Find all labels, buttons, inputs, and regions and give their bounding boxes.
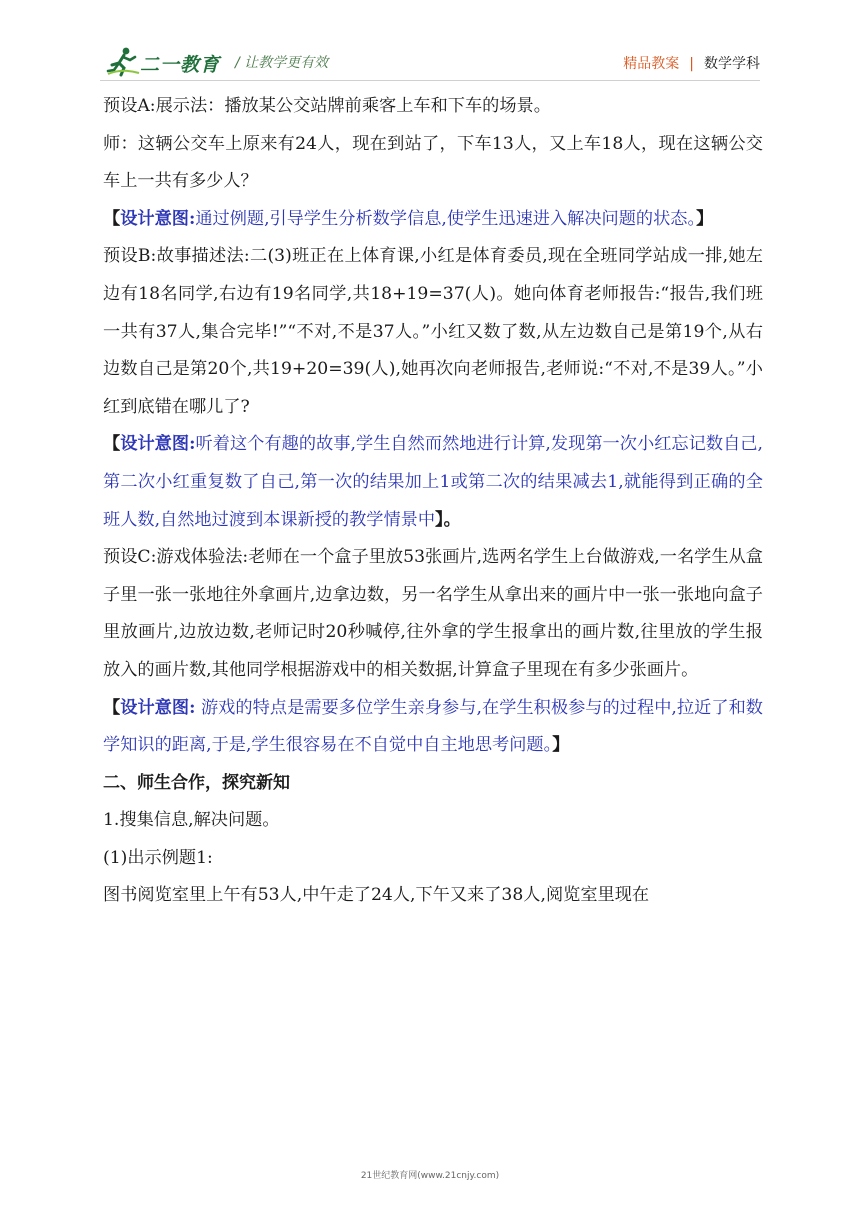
bracket-open: 【 bbox=[103, 434, 121, 455]
header-divider bbox=[100, 80, 760, 81]
paragraph-preset-a: 预设A:展示法：播放某公交站牌前乘客上车和下车的场景。 bbox=[103, 96, 551, 116]
intent-label: 设计意图: bbox=[120, 208, 196, 229]
bracket-close: 】 bbox=[696, 208, 714, 229]
paragraph-example-text: 图书阅览室里上午有53人,中午走了24人,下午又来了38人,阅览室里现在 bbox=[103, 885, 650, 906]
intent-text: 听着这个有趣的故事,学生自然而然地进行计算,发现第一次小红忘记数自己,第二次小红重复数了自己,第一次的结果加上1或第二次的结果减去1,就能得到正确的全班人数,自然地过渡到本课新授的教学情景中 bbox=[103, 434, 763, 530]
logo-text: 二一教育 bbox=[140, 54, 221, 76]
paragraph-step-1: 1.搜集信息,解决问题。 bbox=[103, 810, 280, 831]
header-tag: 精品教案 bbox=[623, 56, 680, 72]
paragraph-example-1: (1)出示例题1: bbox=[103, 847, 213, 868]
brand-logo[interactable] bbox=[106, 46, 224, 80]
design-intent-2 bbox=[103, 426, 763, 539]
intent-text: 游戏的特点是需要多位学生亲身参与,在学生积极参与的过程中,拉近了和数学知识的距离,于是,学生很容易在不自觉中自主地思考问题。 bbox=[103, 697, 763, 756]
document-body bbox=[103, 88, 763, 915]
intent-label: 设计意图: bbox=[120, 434, 196, 455]
section-heading: 二、师生合作，探究新知 bbox=[103, 772, 290, 793]
page-header bbox=[0, 0, 860, 90]
header-right bbox=[623, 53, 760, 73]
bracket-close: 】。 bbox=[435, 509, 461, 530]
paragraph-preset-b: 预设B:故事描述法:二(3)班正在上体育课,小红是体育委员,现在全班同学站成一排,她左边有18名同学,右边有19名同学,共18+19=37(人)。她向体育老师报告:“报告,我们班一共有37人,集合完毕!”“不对,不是37人。”小红又数了数,从左边数自己是第19个,从右边数自己是第20个,共19+20=39(人),她再次向老师报告,老师说:“不对,不是39人。”小红到底错在哪儿了? bbox=[103, 246, 763, 417]
bracket-close: 】 bbox=[552, 735, 570, 756]
intent-label: 设计意图: bbox=[120, 697, 196, 718]
design-intent-1 bbox=[103, 201, 763, 239]
header-subject: 数学学科 bbox=[704, 56, 760, 72]
header-separator: | bbox=[689, 56, 694, 72]
paragraph-teacher-question: 师：这辆公交车上原来有24人，现在到站了，下车13人，又上车18人，现在这辆公交车上一共有多少人？ bbox=[103, 133, 763, 192]
page-footer: 21世纪教育网(www.21cnjy.com) bbox=[360, 1171, 500, 1181]
running-figure-icon bbox=[106, 46, 140, 78]
paragraph-preset-c: 预设C:游戏体验法:老师在一个盒子里放53张画片,选两名学生上台做游戏,一名学生从盒子里一张一张地往外拿画片,边拿边数，另一名学生从拿出来的画片中一张一张地向盒子里放画片,边放边数,老师记时20秒喊停,往外拿的学生报拿出的画片数,往里放的学生报放入的画片数,其他同学根据游戏中的相关数据,计算盒子里现在有多少张画片。 bbox=[103, 547, 763, 680]
design-intent-3 bbox=[103, 690, 763, 765]
bracket-open: 【 bbox=[103, 208, 121, 229]
intent-text: 通过例题,引导学生分析数学信息,使学生迅速进入解决问题的状态。 bbox=[195, 208, 697, 229]
header-slogan: / 让教学更有效 bbox=[235, 55, 329, 71]
bracket-open: 【 bbox=[103, 697, 121, 718]
